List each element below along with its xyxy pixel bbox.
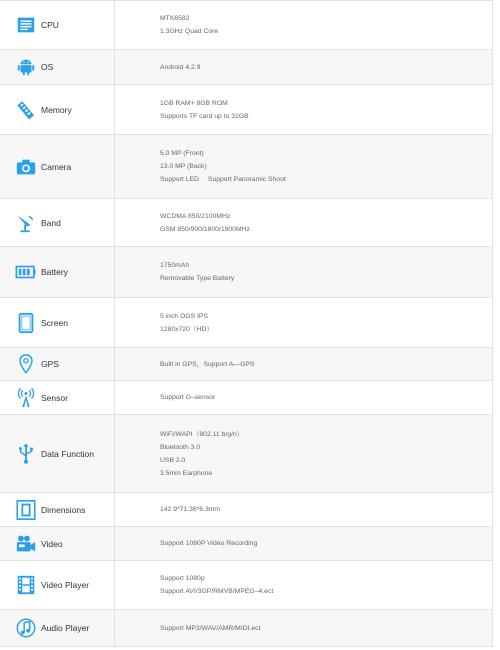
dimensions-icon [13, 498, 39, 522]
spec-value-cell [115, 1, 492, 49]
spec-label: Memory [41, 104, 72, 115]
spec-value-cell [115, 298, 492, 347]
spec-value-line: Support G–sensor [160, 394, 216, 401]
spec-value-line: Support 1080P Video Recording [160, 540, 258, 547]
spec-value-line: Support 1080p [160, 575, 205, 582]
spec-label: Battery [41, 267, 68, 277]
spec-label-cell [0, 298, 115, 347]
spec-value-line: 1.3GHz Quad Core [160, 28, 219, 35]
spec-value-cell [115, 348, 492, 380]
spec-value-cell [115, 610, 492, 646]
spec-value-text: Support Panoramic Shoot [207, 176, 286, 183]
spec-label: Camera [41, 161, 72, 172]
cpu-icon [13, 13, 39, 37]
spec-value-cell [115, 415, 492, 492]
spec-row-gps [0, 348, 492, 381]
spec-value-cell [115, 50, 492, 84]
spec-value-cell [115, 85, 492, 134]
spec-value-line [160, 173, 492, 186]
spec-label: Band [41, 217, 61, 228]
spec-label: Audio Player [41, 623, 90, 633]
spec-value-line: GSM 850/900/1800/1900MHz [160, 225, 250, 233]
spec-row-memory [0, 85, 492, 135]
spec-label: Sensor [41, 392, 68, 403]
spec-label: Dimensions [41, 504, 86, 515]
spec-row-data-function [0, 415, 492, 493]
spec-row-audio-player [0, 610, 492, 647]
spec-row-dimensions [0, 493, 492, 527]
spec-value-line: 1GB RAM+ 8GB ROM [160, 99, 228, 107]
spec-row-cpu [0, 1, 492, 50]
spec-value-line: 13.0 MP (Back) [160, 163, 207, 170]
spec-label-cell [0, 1, 115, 49]
spec-value-line: 142.9*71.36*6.3mm [160, 506, 221, 513]
spec-value-cell [115, 493, 492, 526]
camera-icon [13, 155, 39, 179]
spec-value-line: Supports TF card up to 32GB [160, 112, 249, 120]
usb-icon [13, 442, 39, 466]
video-camera-icon [13, 532, 39, 556]
spec-label-cell [0, 348, 115, 380]
spec-value-line: Android 4.2.9 [160, 63, 201, 71]
spec-label-cell [0, 199, 115, 246]
spec-value-text: Support LED [160, 176, 199, 183]
spec-label: Video Player [41, 580, 90, 590]
spec-label-cell [0, 381, 115, 414]
screen-icon [13, 311, 39, 335]
spec-value-cell [115, 381, 492, 414]
spec-row-camera [0, 135, 492, 199]
spec-label: CPU [41, 20, 59, 30]
spec-row-sensor [0, 381, 492, 415]
spec-value-line: Bluetooth 3.0 [160, 443, 201, 451]
spec-value-line: WCDMA 850/2100MHz [160, 212, 231, 220]
spec-label-cell [0, 50, 115, 84]
spec-label: Video [41, 538, 63, 549]
spec-label-cell [0, 610, 115, 646]
spec-value-cell [115, 247, 492, 297]
spec-label-cell [0, 247, 115, 297]
spec-value-cell [115, 135, 492, 198]
location-pin-icon [13, 352, 39, 376]
spec-value-line: USB 2.0 [160, 456, 186, 464]
spec-value-line: Removable Type Battery [160, 275, 235, 282]
spec-label: Data Function [41, 448, 94, 459]
spec-row-battery [0, 247, 492, 298]
spec-value-line: 5 inch OGS IPS [160, 312, 208, 320]
spec-value-cell [115, 199, 492, 246]
android-icon [13, 55, 39, 79]
spec-value-line: MTK6582 [160, 15, 190, 22]
spec-label: OS [41, 62, 54, 72]
antenna-icon [13, 211, 39, 235]
spec-label-cell [0, 493, 115, 526]
film-strip-icon [13, 573, 39, 597]
spec-value-line: WiFi/WAPI（802.11 b/g/n） [160, 430, 244, 438]
spec-row-video [0, 527, 492, 561]
spec-label-cell [0, 415, 115, 492]
spec-value-line: Support AVI/3GP/RMVB/MPEG–4.ect [160, 588, 274, 595]
spec-label-cell [0, 85, 115, 134]
spec-label: Screen [41, 317, 68, 328]
battery-icon [13, 260, 39, 284]
spec-value-line: Built in GPS，Support A—GPS [160, 360, 255, 368]
spec-label-cell [0, 527, 115, 560]
memory-stick-icon [13, 98, 39, 122]
spec-label-cell [0, 135, 115, 198]
music-note-icon [13, 616, 39, 640]
spec-value-line: 1750mAh [160, 262, 190, 269]
spec-value-cell [115, 527, 492, 560]
signal-tower-icon [13, 386, 39, 410]
spec-row-video-player [0, 561, 492, 610]
spec-value-cell [115, 561, 492, 609]
spec-value-line: Support MP3/WAV/AMR/MIDI.ect [160, 624, 261, 632]
spec-label: GPS [41, 359, 59, 369]
spec-value-line: 5.0 MP (Front) [160, 150, 204, 157]
spec-row-band [0, 199, 492, 247]
spec-value-line: 1280x720（HD） [160, 325, 214, 333]
spec-row-os [0, 50, 492, 85]
spec-row-screen [0, 298, 492, 348]
spec-value-line: 3.5mm Earphone [160, 469, 213, 477]
spec-label-cell [0, 561, 115, 609]
